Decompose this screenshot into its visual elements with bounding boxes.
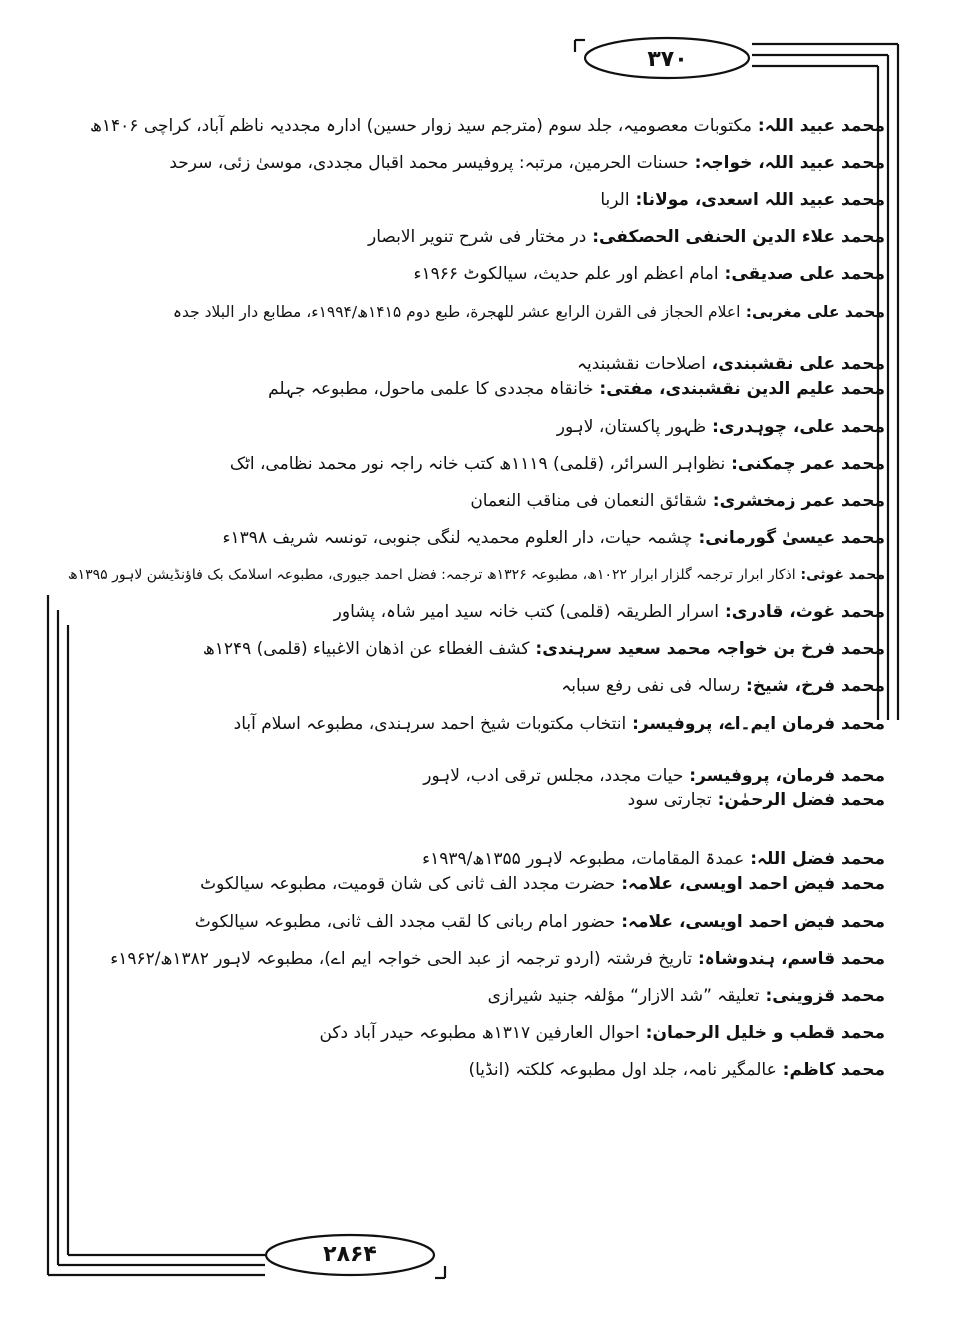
entry-author: محمد علاء الدین الحنفی الحصکفی bbox=[599, 227, 885, 247]
bibliography-entry: محمد فرمان ایم۔اے، پروفیسر: انتخاب مکتوبات شیخ احمد سرہندی، مطبوعہ اسلام آباد bbox=[233, 714, 885, 734]
entry-text: اعلام الحجاز فی القرن الرابع عشر للهجرة، طبع دوم ۱۴۱۵ھ/۱۹۹۴ء، مطابع دار البلاد جدہ bbox=[172, 303, 741, 321]
entry-author: محمد علیم الدین نقشبندی، مفتی bbox=[606, 379, 885, 399]
entry-text: خانقاہ مجددی کا علمی ماحول، مطبوعہ جہلم bbox=[268, 379, 594, 399]
entry-author: محمد کاظم bbox=[789, 1060, 885, 1080]
bibliography-entry: محمد فرخ، شیخ: رسالہ فی نفی رفع سبابہ bbox=[561, 676, 885, 696]
entry-text: در مختار فی شرح تنویر الابصار bbox=[367, 227, 587, 247]
entry-author: محمد علی، چوہدری bbox=[718, 417, 885, 437]
bibliography-entry: محمد عبید اللہ: مکتوبات معصومیہ، جلد سوم (مترجم سید زوار حسین) ادارہ مجددیہ ناظم آباد، کراچی ۱۴۰۶ھ bbox=[90, 116, 885, 136]
entry-author: محمد علی مغربی bbox=[752, 303, 885, 321]
entry-author: محمد قزوینی bbox=[772, 986, 885, 1006]
entry-text: كشف الغطاء عن اذهان الاغبياء (قلمی) ۱۲۴۹ھ bbox=[202, 639, 530, 659]
entry-author: محمد قطب و خلیل الرحمان bbox=[652, 1023, 885, 1043]
bibliography-entry: محمد عیسیٰ گورمانی: چشمہ حیات، دار العلوم محمدیہ لنگی جنوبی، تونسہ شریف ۱۳۹۸ء bbox=[222, 528, 885, 548]
entry-author: محمد عبید اللہ bbox=[764, 116, 885, 136]
entry-text: شقائق النعمان فی مناقب النعمان bbox=[470, 491, 707, 511]
bibliography-entry: محمد فرخ بن خواجہ محمد سعید سرہندی: كشف الغطاء عن اذهان الاغبياء (قلمی) ۱۲۴۹ھ bbox=[202, 639, 885, 659]
entry-author: محمد فرخ بن خواجہ محمد سعید سرہندی bbox=[542, 639, 885, 659]
bibliography-entry: محمد کاظم: عالمگیر نامہ، جلد اول مطبوعہ کلکتہ (انڈیا) bbox=[468, 1060, 885, 1080]
entry-author: محمد غوث، قادری bbox=[731, 602, 885, 622]
bibliography-entry: محمد علی نقشبندی، اصلاحات نقشبندیہ bbox=[577, 354, 885, 374]
bibliography-entry: محمد قطب و خلیل الرحمان: احوال العارفین ۱۳۱۷ھ مطبوعہ حیدر آباد دکن bbox=[319, 1023, 885, 1043]
page-number-top: ۳۷۰ bbox=[647, 47, 688, 72]
entry-author: محمد عمر زمخشری bbox=[719, 491, 885, 511]
bibliography-entry: محمد علاء الدین الحنفی الحصکفی: در مختار فی شرح تنویر الابصار bbox=[367, 227, 885, 247]
bibliography-entry: محمد فرمان، پروفیسر: حیات مجدد، مجلس ترقی ادب، لاہور bbox=[423, 766, 885, 786]
entry-author: محمد فیض احمد اویسی، علامہ bbox=[628, 874, 885, 894]
entry-text: الربا bbox=[600, 190, 630, 210]
bibliography-entry: محمد غوث، قادری: اسرار الطریقہ (قلمی) کتب خانہ سید امیر شاہ، پشاور bbox=[333, 602, 885, 622]
bibliography-entry: محمد فیض احمد اویسی، علامہ: حضور امام ربانی کا لقب مجدد الف ثانی، مطبوعہ سیالکوٹ bbox=[194, 912, 885, 932]
entry-author: محمد علی نقشبندی bbox=[718, 354, 885, 374]
entry-author: محمد فیض احمد اویسی، علامہ bbox=[628, 912, 885, 932]
bibliography-entry: محمد علیم الدین نقشبندی، مفتی: خانقاہ مجددی کا علمی ماحول، مطبوعہ جہلم bbox=[268, 379, 885, 399]
bibliography-entry: محمد عمر زمخشری: شقائق النعمان فی مناقب النعمان bbox=[470, 491, 885, 511]
entry-text: عمدۃ المقامات، مطبوعہ لاہور ۱۳۵۵ھ/۱۹۳۹ء bbox=[422, 849, 745, 869]
entry-text: اصلاحات نقشبندیہ bbox=[577, 354, 706, 374]
bibliography-entry: محمد غوثی: اذکار ابرار ترجمہ گلزار ابرار ۱۰۲۲ھ، مطبوعہ ۱۳۲۶ھ ترجمہ: فضل احمد جیوری، مطبوعہ اسلامک بک فاؤنڈیشن لاہور ۱۳۹۵ھ bbox=[67, 567, 885, 583]
bibliography-entry: محمد قاسم، ہندوشاہ: تاریخ فرشتہ (اردو ترجمہ از عبد الحی خواجہ ایم اے)، مطبوعہ لاہور ۱۳۸۲ھ/۱۹۶۲ء bbox=[110, 949, 885, 969]
entry-text: نظواہر السرائر، (قلمی) ۱۱۱۹ھ کتب خانہ راجہ نور محمد نظامی، اٹک bbox=[229, 454, 726, 474]
entry-author: محمد فضل اللہ bbox=[757, 849, 885, 869]
entry-author: محمد فرمان، پروفیسر bbox=[696, 766, 885, 786]
entry-text: حیات مجدد، مجلس ترقی ادب، لاہور bbox=[423, 766, 684, 786]
bibliography-entry: محمد فیض احمد اویسی، علامہ: حضرت مجدد الف ثانی کی شان قومیت، مطبوعہ سیالکوٹ bbox=[200, 874, 885, 894]
entry-author: محمد فضل الرحمٰن bbox=[724, 790, 885, 810]
bibliography-entry: محمد علی صدیقی: امام اعظم اور علم حدیث، سیالکوٹ ۱۹۶۶ء bbox=[413, 264, 885, 284]
entry-author: محمد عمر چمکنی bbox=[737, 454, 885, 474]
bibliography-entry: محمد فضل الرحمٰن: تجارتی سود bbox=[627, 790, 885, 810]
entry-text: تعلیقہ ”شد الازار“ مؤلفہ جنید شیرازی bbox=[487, 986, 760, 1006]
entry-text: انتخاب مکتوبات شیخ احمد سرہندی، مطبوعہ اسلام آباد bbox=[233, 714, 627, 734]
entry-text: حضور امام ربانی کا لقب مجدد الف ثانی، مطبوعہ سیالکوٹ bbox=[194, 912, 616, 932]
bibliography-entry: محمد علی، چوہدری: ظہور پاکستان، لاہور bbox=[556, 417, 885, 437]
bibliography-entry: محمد عبید اللہ، خواجہ: حسنات الحرمین، مرتبہ: پروفیسر محمد اقبال مجددی، موسیٰ زئی، سرحد bbox=[169, 153, 885, 173]
entry-author: محمد عبید اللہ، خواجہ bbox=[701, 153, 885, 173]
entry-text: چشمہ حیات، دار العلوم محمدیہ لنگی جنوبی، تونسہ شریف ۱۳۹۸ء bbox=[222, 528, 693, 548]
entry-author: محمد قاسم، ہندوشاہ bbox=[704, 949, 885, 969]
entry-text: حضرت مجدد الف ثانی کی شان قومیت، مطبوعہ سیالکوٹ bbox=[200, 874, 616, 894]
entry-text: اسرار الطریقہ (قلمی) کتب خانہ سید امیر شاہ، پشاور bbox=[333, 602, 720, 622]
bibliography-entry: محمد عمر چمکنی: نظواہر السرائر، (قلمی) ۱۱۱۹ھ کتب خانہ راجہ نور محمد نظامی، اٹک bbox=[229, 454, 885, 474]
bibliography-entry: محمد عبید اللہ اسعدی، مولانا: الربا bbox=[600, 190, 885, 210]
entry-text: ظہور پاکستان، لاہور bbox=[556, 417, 707, 437]
entry-text: تجارتی سود bbox=[627, 790, 712, 810]
entry-text: تاریخ فرشتہ (اردو ترجمہ از عبد الحی خواجہ ایم اے)، مطبوعہ لاہور ۱۳۸۲ھ/۱۹۶۲ء bbox=[110, 949, 693, 969]
page-number-bottom: ۲۸۶۴ bbox=[323, 1242, 377, 1267]
entry-text: حسنات الحرمین، مرتبہ: پروفیسر محمد اقبال مجددی، موسیٰ زئی، سرحد bbox=[169, 153, 689, 173]
entry-text: امام اعظم اور علم حدیث، سیالکوٹ ۱۹۶۶ء bbox=[413, 264, 719, 284]
entry-author: محمد غوثی bbox=[806, 567, 885, 583]
bibliography-entry: محمد قزوینی: تعلیقہ ”شد الازار“ مؤلفہ جنید شیرازی bbox=[487, 986, 885, 1006]
entry-author: محمد فرمان ایم۔اے، پروفیسر bbox=[638, 714, 885, 734]
entry-author: محمد عیسیٰ گورمانی bbox=[705, 528, 885, 548]
bibliography-entry: محمد فضل اللہ: عمدۃ المقامات، مطبوعہ لاہور ۱۳۵۵ھ/۱۹۳۹ء bbox=[422, 849, 885, 869]
entry-author: محمد علی صدیقی bbox=[731, 264, 885, 284]
entry-text: اذکار ابرار ترجمہ گلزار ابرار ۱۰۲۲ھ، مطبوعہ ۱۳۲۶ھ ترجمہ: فضل احمد جیوری، مطبوعہ اسلامک بک فاؤنڈیشن لاہور ۱۳۹۵ھ bbox=[67, 567, 796, 583]
entry-text: مکتوبات معصومیہ، جلد سوم (مترجم سید زوار حسین) ادارہ مجددیہ ناظم آباد، کراچی ۱۴۰۶ھ bbox=[90, 116, 753, 136]
entry-author: محمد عبید اللہ اسعدی، مولانا bbox=[642, 190, 885, 210]
bibliography-list bbox=[67, 95, 885, 1081]
entry-text: عالمگیر نامہ، جلد اول مطبوعہ کلکتہ (انڈیا) bbox=[468, 1060, 777, 1080]
entry-author: محمد فرخ، شیخ bbox=[752, 676, 885, 696]
bibliography-entry: محمد علی مغربی: اعلام الحجاز فی القرن الرابع عشر للهجرة، طبع دوم ۱۴۱۵ھ/۱۹۹۴ء، مطابع دار البلاد جدہ bbox=[172, 303, 885, 321]
entry-text: رسالہ فی نفی رفع سبابہ bbox=[561, 676, 741, 696]
entry-text: احوال العارفین ۱۳۱۷ھ مطبوعہ حیدر آباد دکن bbox=[319, 1023, 640, 1043]
